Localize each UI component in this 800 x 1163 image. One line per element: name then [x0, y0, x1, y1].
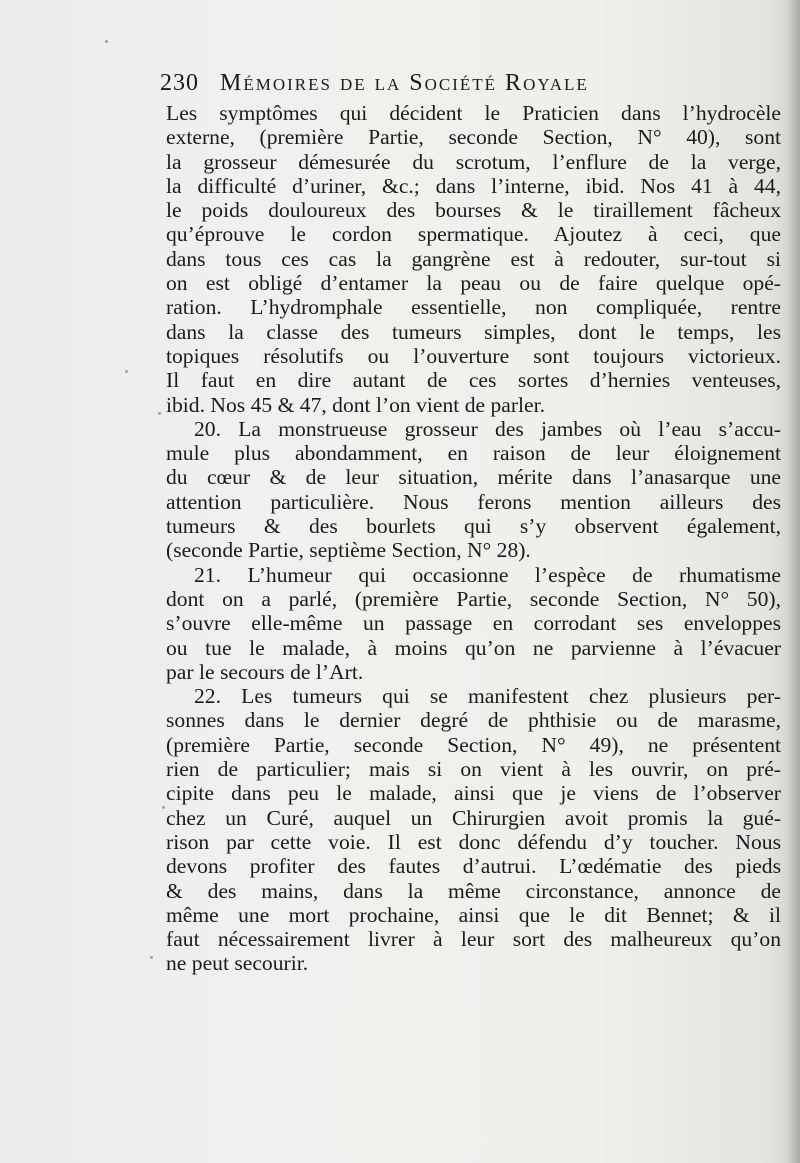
text-line: tumeurs & des bourlets qui s’y observent également,	[166, 514, 781, 539]
paragraph-20-line: 20. La monstrueuse grosseur des jambes où l’eau s’accu-	[194, 416, 781, 441]
paragraph-21-line: 21. L’humeur qui occasionne l’espèce de rhumatisme	[194, 562, 781, 587]
text-line: on est obligé d’entamer la peau ou de faire quelque opé-	[166, 271, 781, 296]
text-line: qu’éprouve le cordon spermatique. Ajoutez à ceci, que	[166, 222, 781, 247]
text-line: dans la classe des tumeurs simples, dont le temps, les	[166, 319, 781, 344]
page-number: 230	[160, 70, 199, 96]
text-line: chez un Curé, auquel un Chirurgien avoit promis la gué-	[166, 805, 781, 830]
paragraph-22-line: 22. Les tumeurs qui se manifestent chez plusieurs per-	[194, 684, 781, 709]
text-line: la difficulté d’uriner, &c.; dans l’interne, ibid. Nos 41 à 44,	[166, 173, 781, 198]
text-line: topiques résolutifs ou l’ouverture sont toujours victorieux.	[166, 343, 781, 368]
text-line: attention particulière. Nous ferons mention ailleurs des	[166, 489, 781, 514]
text-line: du cœur & de leur situation, mérite dans l’anasarque une	[166, 465, 781, 490]
text-line: s’ouvre elle-même un passage en corrodant ses enveloppes	[166, 611, 781, 636]
ink-speck	[125, 370, 128, 373]
text-line: par le secours de l’Art.	[166, 659, 364, 684]
page-edge-shadow	[786, 0, 800, 1163]
text-line: externe, (première Partie, seconde Section, N° 40), sont	[166, 125, 781, 150]
text-line: le poids douloureux des bourses & le tiraillement fâcheux	[166, 198, 781, 223]
text-line: Il faut en dire autant de ces sortes d’hernies venteuses,	[166, 368, 781, 393]
ink-speck	[105, 40, 108, 43]
text-line: Les symptômes qui décident le Praticien dans l’hydrocèle	[166, 101, 781, 125]
ink-speck	[162, 806, 165, 809]
text-line: ibid. Nos 45 & 47, dont l’on vient de parler.	[166, 392, 546, 417]
text-line: dont on a parlé, (première Partie, seconde Section, N° 50),	[166, 586, 781, 611]
text-line: (première Partie, seconde Section, N° 49), ne présentent	[166, 732, 781, 757]
text-line: ou tue le malade, à moins qu’on ne parvienne à l’évacuer	[166, 635, 781, 660]
page-header	[160, 70, 720, 104]
text-line: rison par cette voie. Il est donc défendu d’y toucher. Nous	[166, 829, 781, 854]
text-line: ration. L’hydromphale essentielle, non compliquée, rentre	[166, 295, 781, 320]
text-line: cipite dans peu le malade, ainsi que je viens de l’observer	[166, 781, 781, 806]
text-line: dans tous ces cas la gangrène est à redouter, sur-tout si	[166, 246, 781, 271]
text-line: devons profiter des fautes d’autrui. L’œdématie des pieds	[166, 854, 781, 879]
ink-speck	[150, 956, 153, 959]
ink-speck	[158, 412, 161, 415]
text-line: rien de particulier; mais si on vient à les ouvrir, on pré-	[166, 757, 781, 782]
text-line: faut nécessairement livrer à leur sort des malheureux qu’on	[166, 927, 781, 952]
text-line: sonnes dans le dernier degré de phthisie ou de marasme,	[166, 708, 781, 733]
text-line: mule plus abondamment, en raison de leur éloignement	[166, 441, 781, 466]
text-line: la grosseur démesurée du scrotum, l’enflure de la verge,	[166, 149, 781, 174]
text-line: ne peut secourir.	[166, 951, 309, 976]
text-line: & des mains, dans la même circonstance, annonce de	[166, 878, 781, 903]
text-line: (seconde Partie, septième Section, N° 28).	[166, 538, 531, 563]
running-title: Mémoires de la Société Royale	[220, 70, 589, 96]
text-line: même une mort prochaine, ainsi que le dit Bennet; & il	[166, 902, 781, 927]
body-text	[166, 101, 781, 976]
